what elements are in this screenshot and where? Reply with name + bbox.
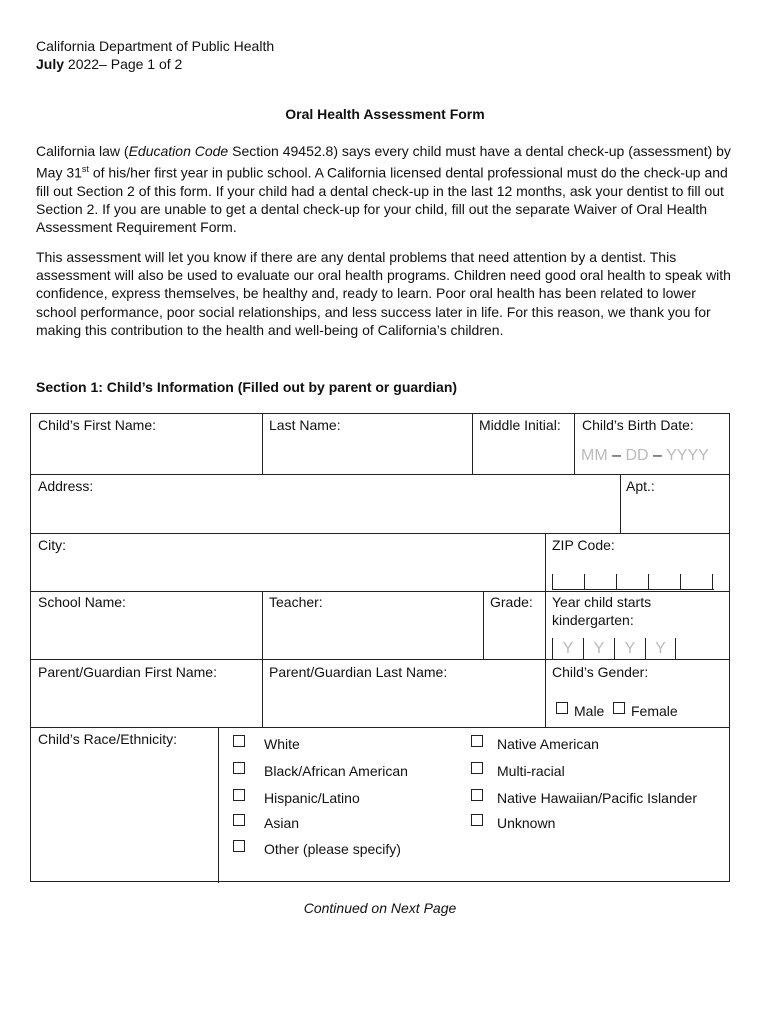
male-checkbox[interactable] — [556, 702, 568, 714]
child-info-form — [30, 413, 730, 882]
year-digit-cell: Y — [645, 638, 676, 660]
race-ethnicity-label: Child’s Race/Ethnicity: — [38, 731, 178, 747]
race-asian-checkbox[interactable] — [233, 814, 245, 826]
col-divider — [545, 533, 546, 591]
col-divider — [262, 414, 263, 474]
race-unknown-checkbox[interactable] — [471, 814, 483, 826]
zip-baseline — [552, 589, 714, 590]
year-placeholder: YYYY — [666, 447, 709, 464]
race-option-label: Asian — [264, 815, 300, 831]
race-option-label: Other (please specify) — [264, 841, 401, 857]
section-1-heading: Section 1: Child’s Information (Filled out by parent or guardian) — [36, 379, 458, 395]
row-divider — [31, 727, 729, 728]
year-digit-cell: Y — [614, 638, 645, 660]
date-separator: – — [612, 447, 622, 464]
year-digit-cell: Y — [552, 638, 583, 660]
grade-field[interactable]: Grade: — [490, 594, 533, 610]
male-label: Male — [574, 703, 605, 719]
intro-paragraph-1 — [36, 142, 736, 237]
race-other-checkbox[interactable] — [233, 840, 245, 852]
document-header — [36, 37, 274, 73]
apt-field[interactable]: Apt.: — [626, 478, 655, 494]
zip-code-label: ZIP Code: — [552, 537, 615, 553]
race-option-label: Native Hawaiian/Pacific Islander — [497, 790, 697, 806]
teacher-field[interactable]: Teacher: — [269, 594, 323, 610]
zip-tick — [584, 574, 585, 590]
middle-initial-field[interactable]: Middle Initial: — [479, 417, 561, 433]
col-divider — [620, 474, 621, 533]
zip-tick — [552, 574, 553, 590]
header-page: 2022– Page 1 of 2 — [64, 56, 183, 72]
child-first-name-field[interactable]: Child’s First Name: — [38, 417, 156, 433]
parent-last-name-field[interactable]: Parent/Guardian Last Name: — [269, 664, 448, 680]
col-divider — [262, 591, 263, 659]
race-pacific-islander-checkbox[interactable] — [471, 789, 483, 801]
race-option-label: Unknown — [497, 815, 556, 831]
city-field[interactable]: City: — [38, 537, 66, 553]
school-name-field[interactable]: School Name: — [38, 594, 126, 610]
intro-text: of his/her first year in public school. A California licensed dental professional must do the check-up and fill out Section 2 of this form. If your child had a dental check-up in the last 12 months, ask your dentist to fill out Section 2. If you are unable to get a dental check-up for your child, fill out the separate Waiver of Oral Health Assessment Requirement Form. — [36, 164, 728, 236]
race-option-label: Hispanic/Latino — [264, 790, 360, 806]
zip-code-field[interactable] — [552, 572, 714, 590]
last-name-field[interactable]: Last Name: — [269, 417, 341, 433]
month-placeholder: MM — [581, 447, 608, 464]
race-multiracial-checkbox[interactable] — [471, 762, 483, 774]
date-separator: – — [653, 447, 662, 464]
kindergarten-label-line1: Year child starts — [552, 594, 652, 610]
col-divider — [483, 591, 484, 659]
intro-text: Section 49452.8) says every child must have a dental check-up (assessment) by May 31 — [36, 143, 731, 181]
gender-label: Child’s Gender: — [552, 664, 649, 680]
race-option-label: White — [264, 736, 300, 752]
zip-tick — [680, 574, 681, 590]
education-code-ref: Education Code — [128, 143, 229, 159]
kindergarten-label-line2: kindergarten: — [552, 612, 634, 628]
race-hispanic-checkbox[interactable] — [233, 789, 245, 801]
col-divider — [218, 727, 219, 883]
continued-note: Continued on Next Page — [303, 900, 457, 916]
row-divider — [31, 474, 729, 475]
zip-tick — [712, 574, 713, 590]
race-black-checkbox[interactable] — [233, 762, 245, 774]
parent-first-name-field[interactable]: Parent/Guardian First Name: — [38, 664, 217, 680]
header-org: California Department of Public Health — [36, 38, 275, 54]
row-divider — [31, 533, 729, 534]
kindergarten-year-field[interactable] — [552, 638, 676, 660]
ordinal-suffix: st — [81, 164, 89, 175]
birth-date-label: Child’s Birth Date: — [582, 417, 694, 433]
race-option-label: Multi-racial — [497, 763, 565, 779]
race-option-label: Black/African American — [264, 763, 408, 779]
col-divider — [472, 414, 473, 474]
race-native-american-checkbox[interactable] — [471, 735, 483, 747]
form-title: Oral Health Assessment Form — [285, 106, 485, 122]
zip-tick — [648, 574, 649, 590]
col-divider — [545, 659, 546, 727]
day-placeholder: DD — [625, 447, 649, 464]
year-digit-cell: Y — [583, 638, 614, 660]
zip-tick — [616, 574, 617, 590]
race-white-checkbox[interactable] — [233, 735, 245, 747]
row-divider — [31, 591, 729, 592]
intro-paragraph-2: This assessment will let you know if there are any dental problems that need attention by a dentist. This assessment will also be used to evaluate our oral health programs. Children need good oral health to speak with confidence, express themselves, be healthy and, ready to learn. Poor oral health has been related to lower school performance, poor social relationships, and less success later in life. For this reason, we thank you for making this contribution to the health and well-being of California’s children. — [36, 249, 731, 338]
birth-date-field[interactable] — [581, 447, 709, 465]
header-month: July — [36, 56, 65, 72]
header-date — [36, 55, 274, 73]
address-field[interactable]: Address: — [38, 478, 94, 494]
col-divider — [262, 659, 263, 727]
intro-text: California law ( — [36, 143, 129, 159]
female-label: Female — [631, 703, 678, 719]
race-option-label: Native American — [497, 736, 599, 752]
col-divider — [545, 591, 546, 659]
col-divider — [574, 414, 575, 474]
female-checkbox[interactable] — [613, 702, 625, 714]
